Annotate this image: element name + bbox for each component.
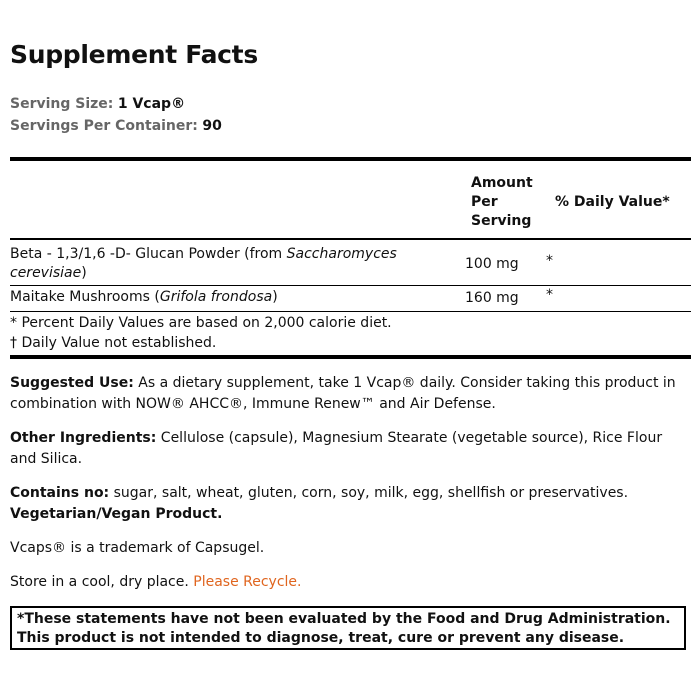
amount-header-line1: Amount xyxy=(471,175,533,191)
fda-disclaimer xyxy=(10,606,686,650)
footnote-dagger: † Daily Value not established. xyxy=(10,335,217,351)
amount-header xyxy=(471,174,533,231)
serving-size xyxy=(10,96,185,112)
amount-header-line3: Serving xyxy=(471,213,532,229)
serving-size-label: Serving Size: xyxy=(10,96,114,112)
other-ingredients: Other Ingredients: Cellulose (capsule), Magnesium Stearate (vegetable source), Rice Flour and Silica. xyxy=(10,430,663,467)
serving-size-value: 1 Vcap® xyxy=(117,96,186,112)
ingredient-amount: 160 mg xyxy=(465,290,519,306)
suggested-use: Suggested Use: As a dietary supplement, take 1 Vcap® daily. Consider taking this product in combination with NOW® AHCC®, Immune Renew™ and Air Defense. xyxy=(10,375,676,412)
ingredient-amount: 100 mg xyxy=(465,256,519,272)
ingredient-dv: * xyxy=(546,287,553,303)
row-rule xyxy=(10,311,691,312)
recycle-note: Please Recycle. xyxy=(193,574,302,590)
storage-note: Store in a cool, dry place. Please Recycle. xyxy=(10,574,302,590)
servings-per-container-value: 90 xyxy=(202,118,222,134)
header-rule xyxy=(10,238,691,240)
servings-per-container xyxy=(10,118,222,134)
bottom-rule xyxy=(10,355,691,359)
contains-no: Contains no: sugar, salt, wheat, gluten, corn, soy, milk, egg, shellfish or preservatives. Vegetarian/Vegan Product. xyxy=(10,485,629,522)
top-rule xyxy=(10,157,691,161)
amount-header-line2: Per xyxy=(471,194,498,210)
daily-value-header: % Daily Value* xyxy=(555,194,670,210)
page-title: Supplement Facts xyxy=(10,40,258,69)
row-rule xyxy=(10,285,691,286)
servings-per-container-label: Servings Per Container: xyxy=(10,118,198,134)
ingredient-name: Beta - 1,3/1,6 -D- Glucan Powder (from Saccharomyces cerevisiae) xyxy=(10,246,397,281)
ingredient-name: Maitake Mushrooms (Grifola frondosa) xyxy=(10,289,278,305)
ingredient-dv: * xyxy=(546,253,553,269)
disclaimer-line1: *These statements have not been evaluated by the Food and Drug Administration. xyxy=(17,611,671,627)
trademark-note: Vcaps® is a trademark of Capsugel. xyxy=(10,540,265,556)
disclaimer-line2: This product is not intended to diagnose, treat, cure or prevent any disease. xyxy=(17,630,625,646)
footnote-percent: * Percent Daily Values are based on 2,000 calorie diet. xyxy=(10,315,392,331)
